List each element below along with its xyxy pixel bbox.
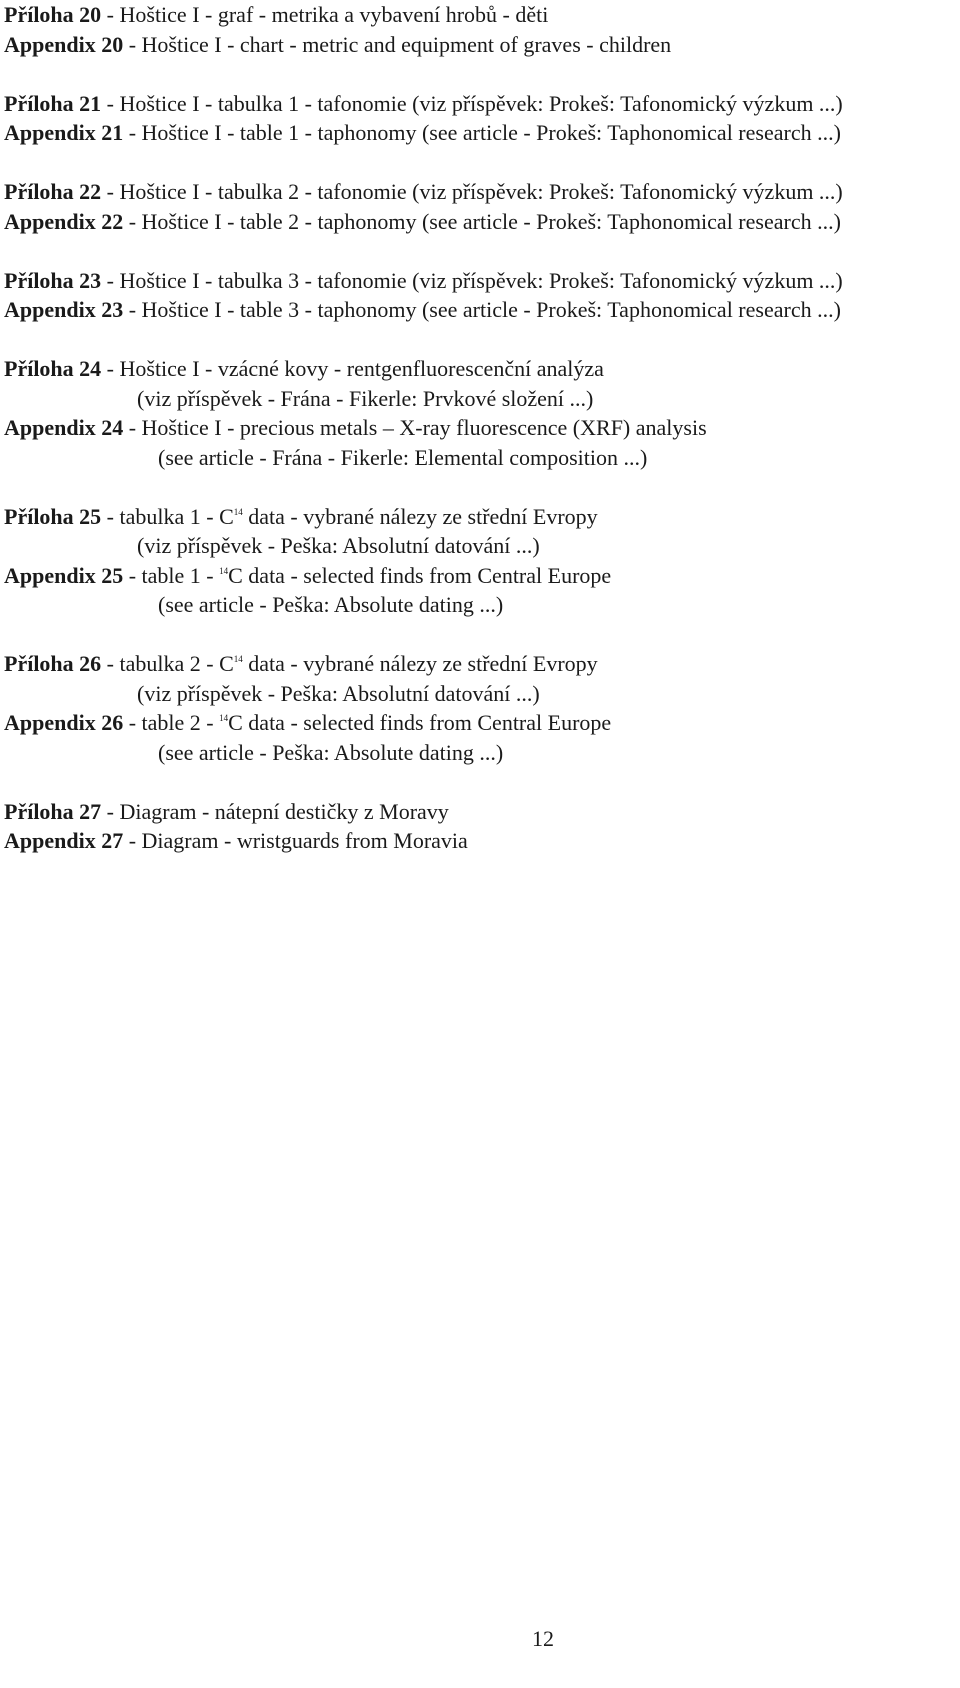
entry-en-text-post: C data - selected finds from Central Europe	[228, 710, 612, 735]
appendix-entry-25	[4, 502, 954, 620]
entry-en-text: - Hoštice I - table 2 - taphonomy (see article - Prokeš: Taphonomical research ...)	[123, 208, 841, 234]
entry-en-line	[4, 118, 954, 148]
entry-cz-continuation: (viz příspěvek - Frána - Fikerle: Prvkové složení ...)	[137, 385, 594, 411]
entry-en-line	[4, 207, 954, 237]
entry-en-continuation: (see article - Frána - Fikerle: Elemental composition ...)	[158, 444, 648, 470]
entry-spacer	[4, 472, 954, 502]
entry-en-label: Appendix 24	[4, 415, 124, 440]
entry-cz-line	[4, 502, 954, 532]
entry-cz-line	[4, 354, 954, 384]
entry-cz-label: Příloha 26	[4, 651, 102, 676]
entry-cz-line	[4, 89, 954, 119]
entry-cz-label: Příloha 20	[4, 2, 102, 27]
entry-cz-label: Příloha 27	[4, 798, 102, 824]
entry-cz-continuation: (viz příspěvek - Peška: Absolutní datování ...)	[137, 680, 540, 706]
entry-en-line	[4, 826, 954, 856]
entry-en-label: Appendix 27	[4, 828, 124, 853]
entry-en-text-post: C data - selected finds from Central Europe	[228, 562, 612, 588]
entry-en-text-pre: - table 2 -	[123, 710, 220, 735]
appendix-entry-22	[4, 177, 954, 236]
entry-cz-text: - Hoštice I - tabulka 1 - tafonomie (viz příspěvek: Prokeš: Tafonomický výzkum ...)	[101, 90, 843, 116]
entry-en-text: - Hoštice I - chart - metric and equipment of graves - children	[123, 31, 672, 57]
entry-en-text: - Diagram - wristguards from Moravia	[123, 828, 468, 853]
entry-spacer	[4, 325, 954, 355]
entry-spacer	[4, 767, 954, 797]
entry-cz-label: Příloha 23	[4, 267, 102, 293]
isotope-superscript: 14	[233, 506, 243, 517]
entry-en-continuation: (see article - Peška: Absolute dating ...)	[158, 739, 504, 765]
entry-en-label: Appendix 22	[4, 208, 124, 234]
entry-en-label: Appendix 20	[4, 31, 124, 57]
entry-spacer	[4, 59, 954, 89]
entry-en-line	[4, 30, 954, 60]
entry-en-label: Appendix 21	[4, 120, 124, 145]
isotope-superscript: 14	[219, 713, 229, 723]
entry-cz-label: Příloha 25	[4, 503, 102, 529]
entry-cz-text-post: data - vybrané nálezy ze střední Evropy	[242, 651, 598, 676]
entry-cz-text: - Hoštice I - tabulka 3 - tafonomie (viz příspěvek: Prokeš: Tafonomický výzkum ...)	[101, 267, 843, 293]
entry-en-line	[4, 413, 954, 443]
entry-en-text: - Hoštice I - table 1 - taphonomy (see article - Prokeš: Taphonomical research ...)	[123, 120, 841, 145]
entry-cz-continuation: (viz příspěvek - Peška: Absolutní datování ...)	[137, 533, 540, 558]
appendix-entry-26	[4, 649, 954, 767]
entry-cz-text-post: data - vybrané nálezy ze střední Evropy	[242, 503, 598, 529]
entry-spacer	[4, 148, 954, 178]
isotope-superscript: 14	[233, 654, 243, 664]
appendix-entry-24	[4, 354, 954, 472]
entry-en-text: - Hoštice I - precious metals – X-ray fluorescence (XRF) analysis	[123, 415, 707, 440]
entry-cz-line	[4, 0, 954, 30]
isotope-superscript: 14	[219, 565, 229, 576]
entry-cz-text-pre: - tabulka 1 - C	[101, 503, 234, 529]
entry-en-line	[4, 561, 954, 591]
entry-en-label: Appendix 25	[4, 562, 124, 588]
entry-cz-text: - Diagram - nátepní destičky z Moravy	[101, 798, 449, 824]
entry-cz-text-pre: - tabulka 2 - C	[101, 651, 234, 676]
entry-spacer	[4, 620, 954, 650]
entry-cz-text: - Hoštice I - graf - metrika a vybavení hrobů - děti	[101, 2, 549, 27]
entry-en-text-pre: - table 1 -	[123, 562, 220, 588]
appendix-entry-23	[4, 266, 954, 325]
entry-en-line	[4, 295, 954, 325]
entry-cz-text: - Hoštice I - vzácné kovy - rentgenfluorescenční analýza	[101, 356, 604, 381]
appendix-entry-21	[4, 89, 954, 148]
entry-cz-line	[4, 797, 954, 827]
entry-spacer	[4, 236, 954, 266]
entry-cz-label: Příloha 24	[4, 356, 102, 381]
appendix-entry-20	[4, 0, 954, 59]
appendix-entry-27	[4, 797, 954, 856]
entry-cz-text: - Hoštice I - tabulka 2 - tafonomie (viz příspěvek: Prokeš: Tafonomický výzkum ...)	[101, 179, 843, 204]
entry-cz-label: Příloha 21	[4, 90, 102, 116]
entry-en-label: Appendix 23	[4, 297, 124, 322]
entry-cz-label: Příloha 22	[4, 179, 102, 204]
appendix-list	[4, 0, 954, 856]
entry-en-line	[4, 708, 954, 738]
entry-en-text: - Hoštice I - table 3 - taphonomy (see article - Prokeš: Taphonomical research ...)	[123, 297, 841, 322]
page-number: 12	[532, 1626, 554, 1651]
entry-cz-line	[4, 266, 954, 296]
entry-en-label: Appendix 26	[4, 710, 124, 735]
entry-cz-line	[4, 177, 954, 207]
entry-en-continuation: (see article - Peška: Absolute dating ...)	[158, 592, 504, 617]
entry-cz-line	[4, 649, 954, 679]
